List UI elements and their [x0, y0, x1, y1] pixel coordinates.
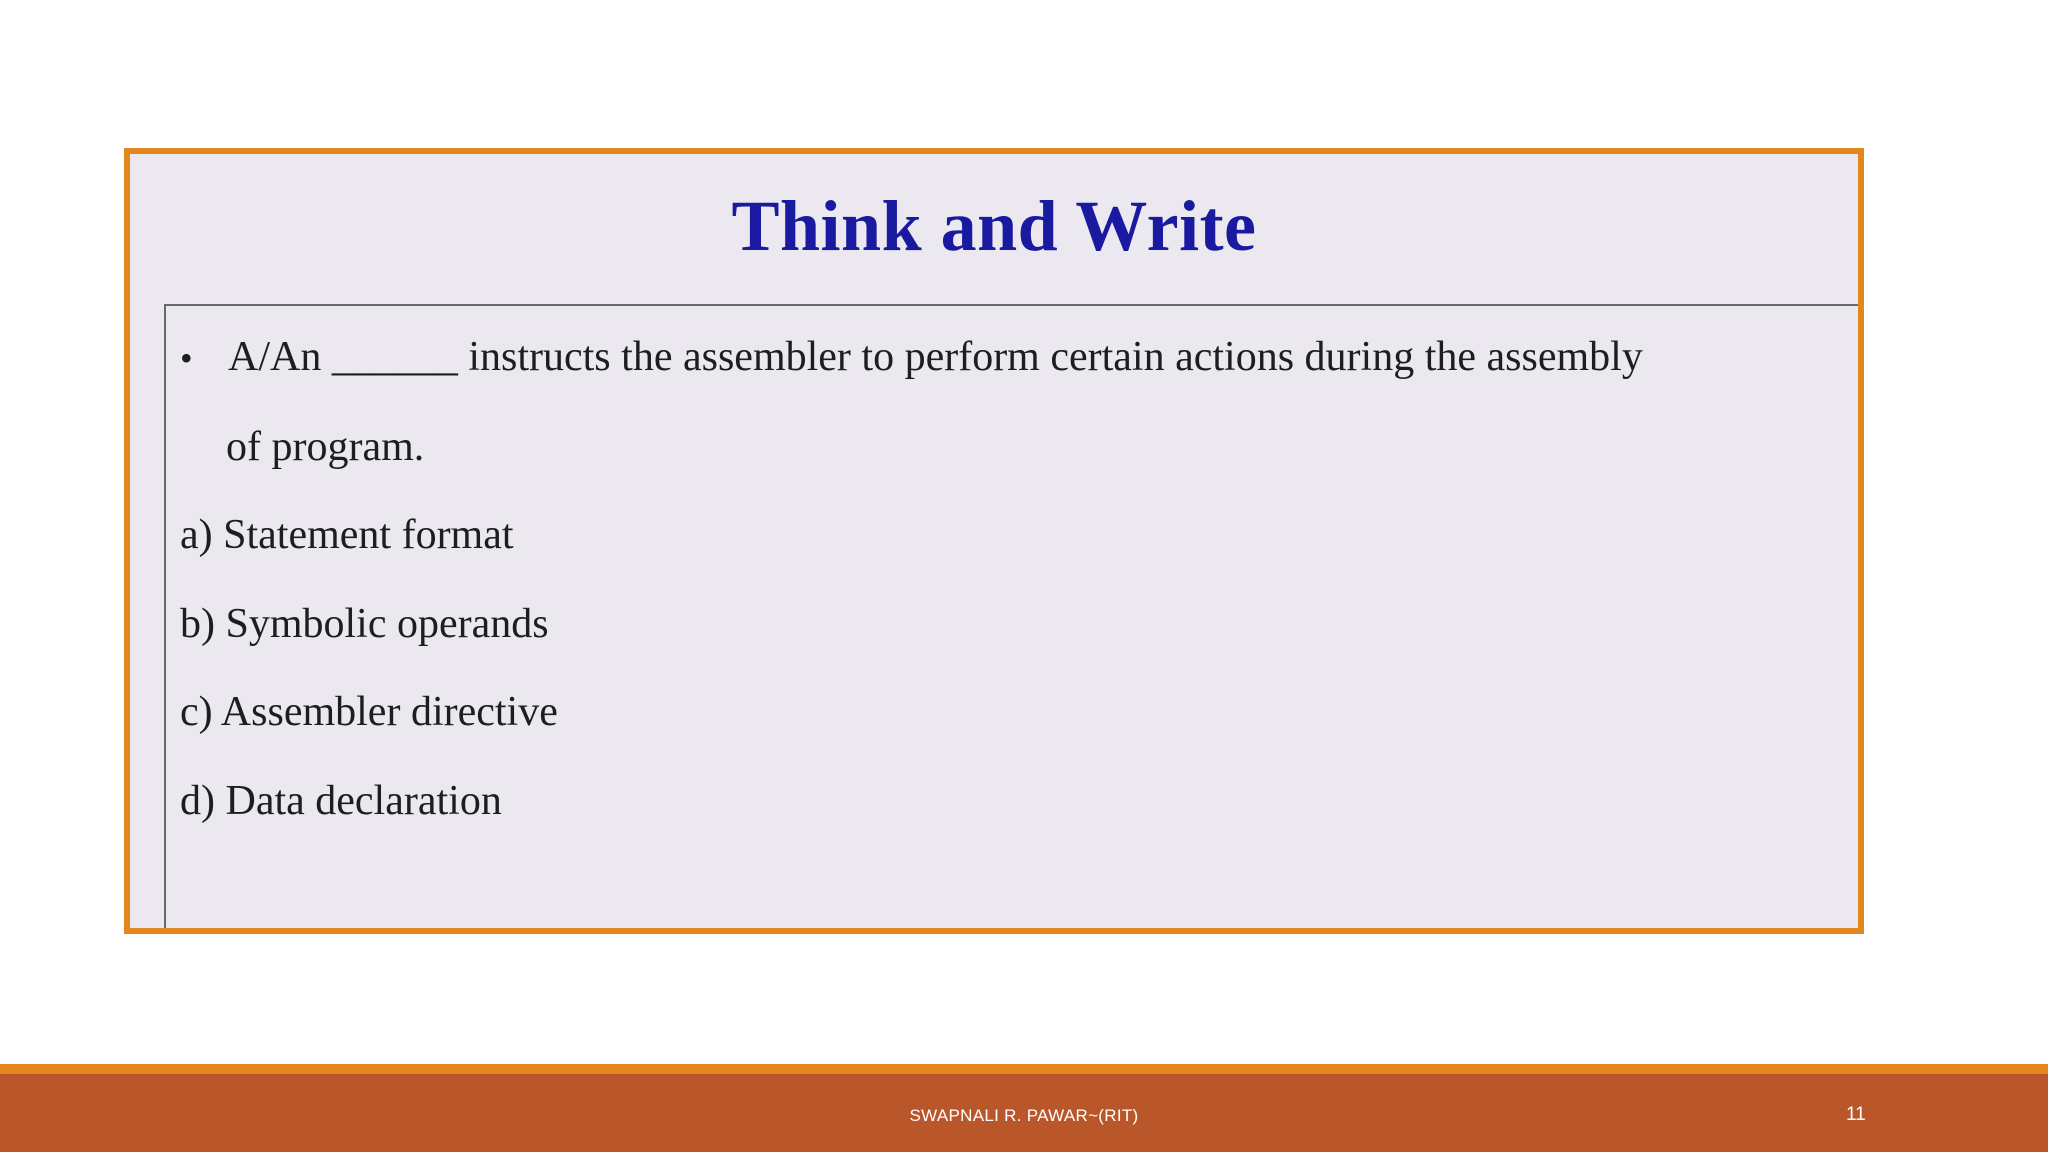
page-number: 11	[1846, 1104, 1866, 1125]
footer-accent-line	[0, 1064, 2048, 1074]
option-b: b) Symbolic operands	[180, 601, 549, 647]
question-content-box	[164, 304, 1858, 932]
option-a: a) Statement format	[180, 512, 514, 558]
bullet-icon: •	[180, 338, 193, 378]
footer-bar	[0, 1074, 2048, 1152]
footer-author: SWAPNALI R. PAWAR~(RIT)	[909, 1106, 1139, 1125]
slide-title: Think and Write	[731, 186, 1257, 266]
option-c: c) Assembler directive	[180, 689, 558, 735]
question-line-2: of program.	[226, 424, 425, 470]
option-d: d) Data declaration	[180, 778, 502, 824]
question-line-1: A/An ______ instructs the assembler to perform certain actions during the assembly	[228, 334, 1643, 380]
question-frame	[124, 148, 1864, 934]
